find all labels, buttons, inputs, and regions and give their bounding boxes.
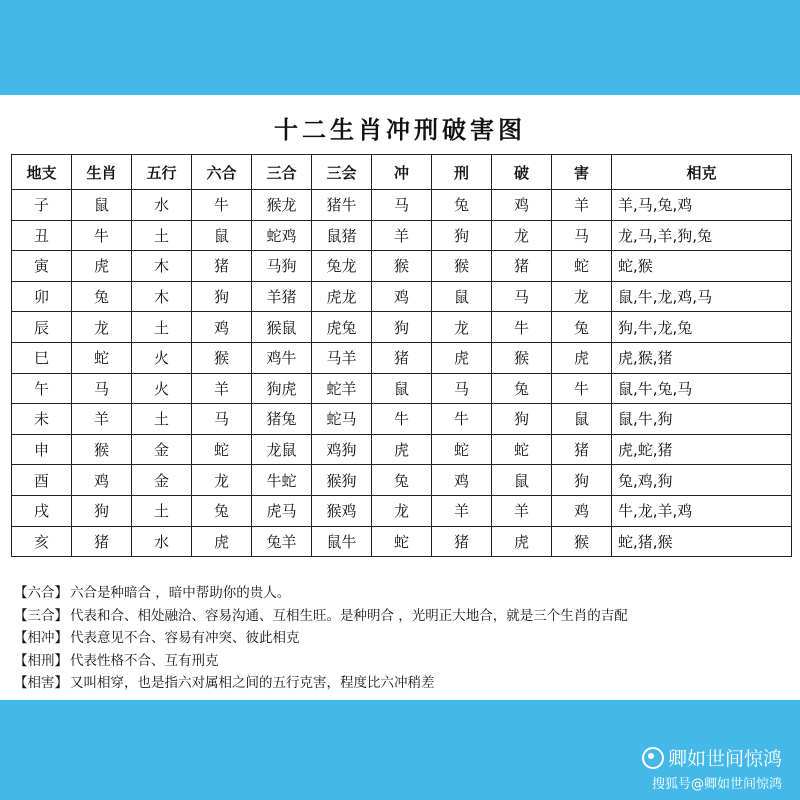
table-cell: 虎兔 bbox=[312, 312, 372, 343]
table-cell: 鼠,牛,狗 bbox=[612, 404, 792, 435]
table-cell: 虎 bbox=[432, 342, 492, 373]
table-cell: 鸡 bbox=[492, 190, 552, 221]
table-cell: 羊 bbox=[192, 373, 252, 404]
table-cell: 鸡 bbox=[432, 465, 492, 496]
column-header: 害 bbox=[552, 155, 612, 190]
table-cell: 猴 bbox=[372, 251, 432, 282]
table-cell: 龙 bbox=[192, 465, 252, 496]
table-cell: 鼠猪 bbox=[312, 220, 372, 251]
column-header: 地支 bbox=[12, 155, 72, 190]
table-cell: 蛇 bbox=[72, 342, 132, 373]
table-cell: 牛 bbox=[372, 404, 432, 435]
table-cell: 龙 bbox=[492, 220, 552, 251]
table-cell: 马 bbox=[432, 373, 492, 404]
table-cell: 兔 bbox=[192, 495, 252, 526]
column-header: 刑 bbox=[432, 155, 492, 190]
table-cell: 兔,鸡,狗 bbox=[612, 465, 792, 496]
note-line bbox=[14, 672, 794, 695]
table-cell: 鸡 bbox=[372, 281, 432, 312]
page-title: 十二生肖冲刑破害图 bbox=[274, 116, 526, 144]
table-cell: 马 bbox=[72, 373, 132, 404]
watermark-sub: 搜狐号@卿如世间惊鸿 bbox=[651, 777, 782, 792]
table-row bbox=[12, 190, 792, 221]
table-body bbox=[12, 190, 792, 557]
document-sheet bbox=[0, 95, 800, 700]
table-cell: 午 bbox=[12, 373, 72, 404]
table-cell: 蛇 bbox=[192, 434, 252, 465]
table-cell: 虎 bbox=[192, 526, 252, 557]
table-cell: 蛇羊 bbox=[312, 373, 372, 404]
table-cell: 马 bbox=[552, 220, 612, 251]
table-cell: 鼠 bbox=[492, 465, 552, 496]
table-cell: 蛇 bbox=[372, 526, 432, 557]
table-cell: 鼠 bbox=[192, 220, 252, 251]
table-cell: 丑 bbox=[12, 220, 72, 251]
note-tag: 【三合】 bbox=[14, 607, 68, 624]
table-cell: 鼠 bbox=[432, 281, 492, 312]
note-text: 六合是种暗合 ，暗中帮助你的贵人。 bbox=[70, 585, 291, 601]
table-cell: 牛 bbox=[552, 373, 612, 404]
table-cell: 狗虎 bbox=[252, 373, 312, 404]
table-cell: 兔羊 bbox=[252, 526, 312, 557]
table-cell: 牛 bbox=[492, 312, 552, 343]
table-cell: 牛 bbox=[72, 220, 132, 251]
table-cell: 鼠牛 bbox=[312, 526, 372, 557]
watermark-brand-text: 卿如世间惊鸿 bbox=[667, 748, 782, 770]
table-cell: 兔龙 bbox=[312, 251, 372, 282]
table-cell: 狗 bbox=[492, 404, 552, 435]
table-cell: 牛 bbox=[192, 190, 252, 221]
column-header: 三会 bbox=[312, 155, 372, 190]
table-cell: 马 bbox=[192, 404, 252, 435]
table-row bbox=[12, 434, 792, 465]
table-cell: 猪 bbox=[192, 251, 252, 282]
table-cell: 猪 bbox=[372, 342, 432, 373]
table-cell: 虎 bbox=[552, 342, 612, 373]
table-cell: 猴鼠 bbox=[252, 312, 312, 343]
table-cell: 狗 bbox=[552, 465, 612, 496]
table-cell: 猪 bbox=[552, 434, 612, 465]
table-cell: 卯 bbox=[12, 281, 72, 312]
zodiac-table bbox=[11, 154, 792, 557]
table-cell: 戌 bbox=[12, 495, 72, 526]
table-cell: 羊 bbox=[72, 404, 132, 435]
note-tag: 【相冲】 bbox=[14, 630, 68, 646]
table-cell: 鼠,牛,龙,鸡,马 bbox=[612, 281, 792, 312]
table-cell: 羊 bbox=[552, 190, 612, 221]
note-text: 代表性格不合、互有刑克 bbox=[70, 652, 219, 669]
table-cell: 金 bbox=[132, 465, 192, 496]
table-cell: 猴鸡 bbox=[312, 495, 372, 526]
table-cell: 牛,龙,羊,鸡 bbox=[612, 495, 792, 526]
table-cell: 蛇 bbox=[552, 251, 612, 282]
table-cell: 猴 bbox=[72, 434, 132, 465]
note-line bbox=[14, 650, 794, 673]
table-cell: 猪 bbox=[72, 526, 132, 557]
note-tag: 【相刑】 bbox=[14, 652, 68, 669]
table-cell: 鼠,牛,兔,马 bbox=[612, 373, 792, 404]
table-cell: 巳 bbox=[12, 342, 72, 373]
table-cell: 虎 bbox=[372, 434, 432, 465]
table-cell: 火 bbox=[132, 342, 192, 373]
table-cell: 狗,牛,龙,兔 bbox=[612, 312, 792, 343]
note-line bbox=[14, 605, 794, 628]
table-cell: 兔 bbox=[72, 281, 132, 312]
table-cell: 狗 bbox=[432, 220, 492, 251]
note-text: 又叫相穿，也是指六对属相之间的五行克害，程度比六冲稍差 bbox=[70, 675, 435, 691]
table-header-row bbox=[12, 155, 792, 190]
table-cell: 猪牛 bbox=[312, 190, 372, 221]
table-cell: 兔 bbox=[492, 373, 552, 404]
table-cell: 蛇,猴 bbox=[612, 251, 792, 282]
table-cell: 兔 bbox=[552, 312, 612, 343]
sohu-logo-icon bbox=[642, 747, 664, 769]
table-cell: 土 bbox=[132, 312, 192, 343]
table-cell: 鸡牛 bbox=[252, 342, 312, 373]
table-cell: 蛇 bbox=[432, 434, 492, 465]
table-cell: 木 bbox=[132, 281, 192, 312]
column-header: 相克 bbox=[612, 155, 792, 190]
table-row bbox=[12, 495, 792, 526]
table-cell: 猴 bbox=[192, 342, 252, 373]
note-line bbox=[14, 582, 794, 605]
table-cell: 牛 bbox=[432, 404, 492, 435]
column-header: 生肖 bbox=[72, 155, 132, 190]
table-cell: 辰 bbox=[12, 312, 72, 343]
table-cell: 龙 bbox=[72, 312, 132, 343]
table-cell: 虎马 bbox=[252, 495, 312, 526]
table-row bbox=[12, 281, 792, 312]
table-cell: 猴 bbox=[552, 526, 612, 557]
table-cell: 马狗 bbox=[252, 251, 312, 282]
table-cell: 猴 bbox=[492, 342, 552, 373]
table-cell: 土 bbox=[132, 495, 192, 526]
table-cell: 猴 bbox=[432, 251, 492, 282]
table-cell: 牛蛇 bbox=[252, 465, 312, 496]
table-cell: 羊,马,兔,鸡 bbox=[612, 190, 792, 221]
table-cell: 寅 bbox=[12, 251, 72, 282]
table-cell: 龙,马,羊,狗,兔 bbox=[612, 220, 792, 251]
table-cell: 未 bbox=[12, 404, 72, 435]
table-cell: 亥 bbox=[12, 526, 72, 557]
table-cell: 羊 bbox=[372, 220, 432, 251]
table-cell: 鼠 bbox=[552, 404, 612, 435]
table-cell: 兔 bbox=[432, 190, 492, 221]
note-line bbox=[14, 627, 794, 650]
table-cell: 子 bbox=[12, 190, 72, 221]
table-cell: 鼠 bbox=[372, 373, 432, 404]
table-cell: 猴狗 bbox=[312, 465, 372, 496]
table-cell: 猴龙 bbox=[252, 190, 312, 221]
table-cell: 蛇马 bbox=[312, 404, 372, 435]
table-cell: 虎,猴,猪 bbox=[612, 342, 792, 373]
table-cell: 虎,蛇,猪 bbox=[612, 434, 792, 465]
table-row bbox=[12, 526, 792, 557]
column-header: 六合 bbox=[192, 155, 252, 190]
watermark bbox=[642, 744, 782, 792]
note-text: 代表意见不合、容易有冲突、彼此相克 bbox=[70, 630, 300, 646]
note-tag: 【六合】 bbox=[14, 585, 68, 601]
table-cell: 猪 bbox=[432, 526, 492, 557]
table-cell: 马 bbox=[372, 190, 432, 221]
table-cell: 申 bbox=[12, 434, 72, 465]
table-cell: 狗 bbox=[72, 495, 132, 526]
column-header: 破 bbox=[492, 155, 552, 190]
table-cell: 水 bbox=[132, 190, 192, 221]
table-row bbox=[12, 404, 792, 435]
table-cell: 龙 bbox=[432, 312, 492, 343]
table-cell: 酉 bbox=[12, 465, 72, 496]
table-cell: 龙鼠 bbox=[252, 434, 312, 465]
table-cell: 狗 bbox=[192, 281, 252, 312]
table-cell: 木 bbox=[132, 251, 192, 282]
table-cell: 猪 bbox=[492, 251, 552, 282]
table-cell: 土 bbox=[132, 404, 192, 435]
table-cell: 龙 bbox=[552, 281, 612, 312]
table-cell: 蛇,猪,猴 bbox=[612, 526, 792, 557]
watermark-brand bbox=[642, 744, 782, 771]
column-header: 五行 bbox=[132, 155, 192, 190]
table-cell: 马 bbox=[492, 281, 552, 312]
table-cell: 羊 bbox=[492, 495, 552, 526]
table-cell: 金 bbox=[132, 434, 192, 465]
table-row bbox=[12, 220, 792, 251]
table-cell: 龙 bbox=[372, 495, 432, 526]
table-cell: 蛇 bbox=[492, 434, 552, 465]
note-text: 代表和合、相处融洽、容易沟通、互相生旺。是种明合 ，光明正大地合，就是三个生肖的吉配 bbox=[70, 607, 628, 624]
table-cell: 鸡狗 bbox=[312, 434, 372, 465]
column-header: 冲 bbox=[372, 155, 432, 190]
table-row bbox=[12, 312, 792, 343]
table-cell: 火 bbox=[132, 373, 192, 404]
table-cell: 虎 bbox=[72, 251, 132, 282]
table-cell: 马羊 bbox=[312, 342, 372, 373]
table-cell: 土 bbox=[132, 220, 192, 251]
table-cell: 兔 bbox=[372, 465, 432, 496]
table-cell: 鸡 bbox=[552, 495, 612, 526]
table-cell: 水 bbox=[132, 526, 192, 557]
table-cell: 虎 bbox=[492, 526, 552, 557]
table-cell: 猪兔 bbox=[252, 404, 312, 435]
table-cell: 鼠 bbox=[72, 190, 132, 221]
table-cell: 鸡 bbox=[192, 312, 252, 343]
table-cell: 鸡 bbox=[72, 465, 132, 496]
bottom-blue-band bbox=[0, 700, 800, 800]
table-row bbox=[12, 251, 792, 282]
column-header: 三合 bbox=[252, 155, 312, 190]
table-cell: 蛇鸡 bbox=[252, 220, 312, 251]
table-cell: 虎龙 bbox=[312, 281, 372, 312]
table-cell: 羊 bbox=[432, 495, 492, 526]
table-row bbox=[12, 465, 792, 496]
table-row bbox=[12, 373, 792, 404]
table-cell: 狗 bbox=[372, 312, 432, 343]
table-row bbox=[12, 342, 792, 373]
note-tag: 【相害】 bbox=[14, 675, 68, 691]
notes-section bbox=[14, 582, 794, 695]
table-cell: 羊猪 bbox=[252, 281, 312, 312]
top-blue-band bbox=[0, 0, 800, 95]
